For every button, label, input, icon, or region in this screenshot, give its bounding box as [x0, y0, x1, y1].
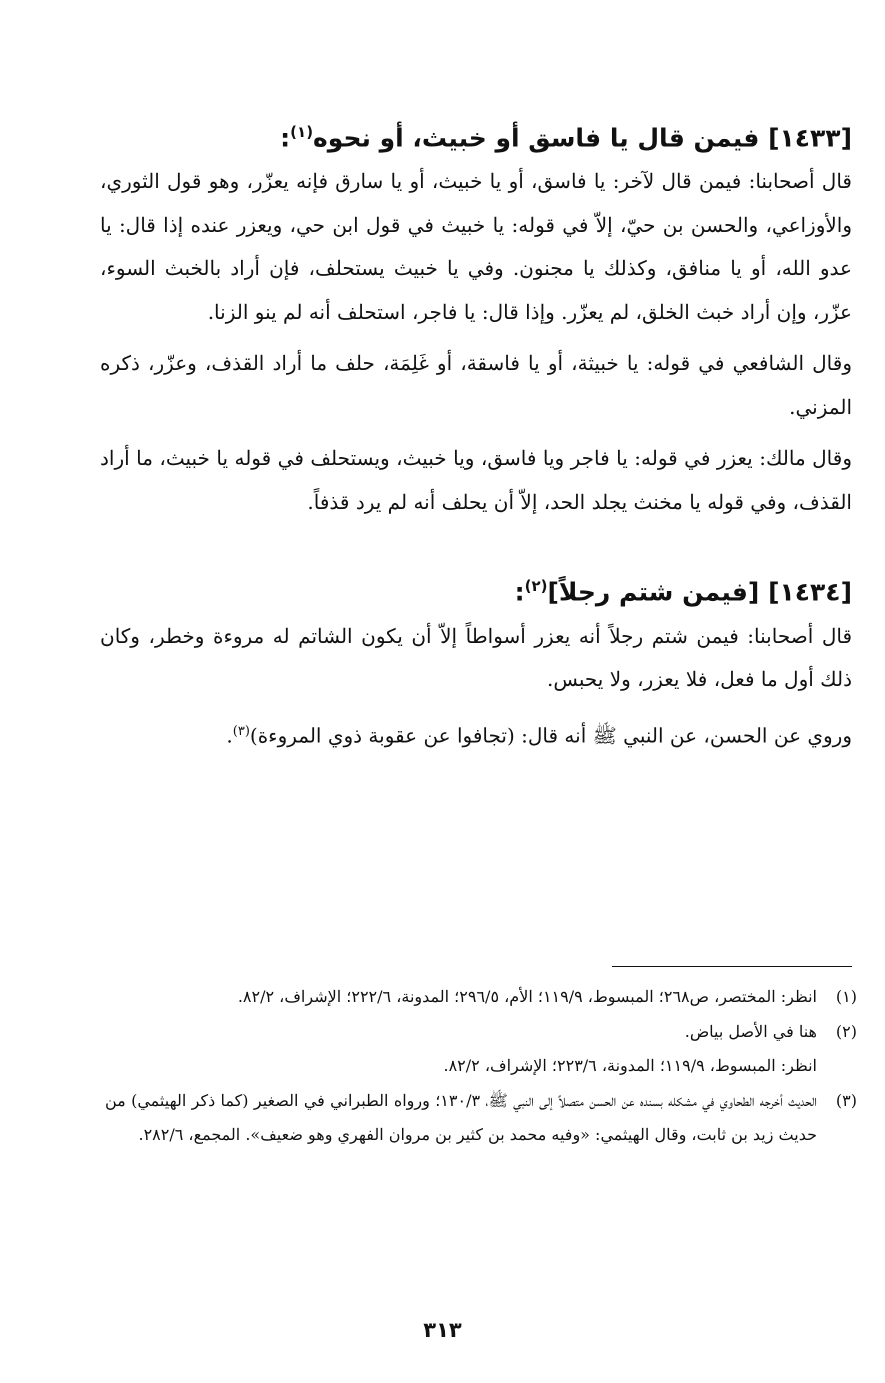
- footnote-number: (٣): [835, 1090, 857, 1110]
- section-heading-1434: [100, 566, 852, 612]
- footnote-3: [105, 1084, 857, 1153]
- heading-colon: :: [280, 123, 291, 153]
- footnote-2: [105, 1015, 857, 1084]
- footnote-line: انظر: المختصر، ص٢٦٨؛ المبسوط، ١١٩/٩؛ الأم، ٢٩٦/٥؛ المدونة، ٢٢٢/٦؛ الإشراف، ٨٢/٢.: [237, 987, 817, 1006]
- footnote-text: [105, 1084, 817, 1153]
- section-title: [فيمن شتم رجلاً]: [547, 577, 760, 607]
- footnote-ref: (٣): [232, 723, 250, 739]
- section-number: [١٤٣٤]: [768, 577, 852, 607]
- footnote-line: انظر: المبسوط، ١١٩/٩؛ المدونة، ٢٢٣/٦؛ الإشراف، ٨٢/٢.: [443, 1056, 817, 1075]
- paragraph: قال أصحابنا: فيمن قال لآخر: يا فاسق، أو يا خبيث، أو يا سارق فإنه يعزّر، وهو قول الثوري، والأوزاعي، والحسن بن حيّ، إلاّ في قوله: يا خبيث في قول ابن حي، ويعزر عنده إذا قال: يا عدو الله، أو يا منافق، وكذلك يا مجنون. وفي يا خبيث يستحلف، فإن أراد بالخبث السوء، عزّر، وإن أراد خبث الخلق، لم يعزّر. وإذا قال: يا فاجر، استحلف أنه لم ينو الزنا.: [100, 169, 852, 324]
- section-number: [١٤٣٣]: [768, 123, 852, 153]
- section-heading-1433: [100, 112, 852, 158]
- footnote-text: [105, 980, 817, 1015]
- hadith-text: وروي عن الحسن، عن النبي ﷺ أنه قال: (تجافوا عن عقوبة ذوي المروءة): [249, 723, 852, 748]
- footnote-number: (١): [835, 987, 857, 1006]
- footnote-ref: (١): [290, 123, 314, 141]
- footnote-1: [105, 980, 857, 1015]
- footnote-text: [105, 1015, 817, 1084]
- section-title: فيمن قال يا فاسق أو خبيث، أو نحوه: [313, 123, 760, 153]
- footnote-number: (٢): [835, 1021, 857, 1041]
- page-number: ٣١٣: [423, 1318, 462, 1342]
- footnote-line: هنا في الأصل بياض.: [684, 1021, 817, 1041]
- footnote-line: الحديث أخرجه الطحاوي في مشكله بسنده عن الحسن متصلاً إلى النبي ﷺ، ١٣٠/٣؛ ورواه الطبراني في الصغير (كما ذكر الهيثمي) من حديث زيد بن ثابت، وقال الهيثمي: «وفيه محمد بن كثير بن مروان الفهري وهو ضعيف». المجمع، ٢٨٢/٦.: [105, 1090, 817, 1144]
- footnote-ref: (٢): [524, 577, 548, 596]
- paragraph-end: .: [226, 723, 233, 748]
- paragraph: وقال مالك: يعزر في قوله: يا فاجر ويا فاسق، ويا خبيث، ويستحلف في قوله يا خبيث، ما أراد القذف، وفي قوله يا مخنث يجلد الحد، إلاّ أن يحلف أنه لم يرد قذفاً.: [100, 446, 852, 514]
- paragraph: قال أصحابنا: فيمن شتم رجلاً أنه يعزر أسواطاً إلاّ أن يكون الشاتم له مروءة وخطر، وكان ذلك أول ما فعل، فلا يعزر، ولا يحبس.: [100, 623, 853, 692]
- paragraph-hadith: [100, 710, 852, 758]
- heading-colon: :: [514, 577, 525, 607]
- footnotes: [105, 980, 857, 1153]
- paragraph: وقال الشافعي في قوله: يا خبيثة، أو يا فاسقة، أو غَلِمَة، حلف ما أراد القذف، وعزّر، ذكره المزني.: [100, 351, 852, 419]
- footnote-separator: [612, 966, 852, 967]
- main-text: [100, 112, 852, 766]
